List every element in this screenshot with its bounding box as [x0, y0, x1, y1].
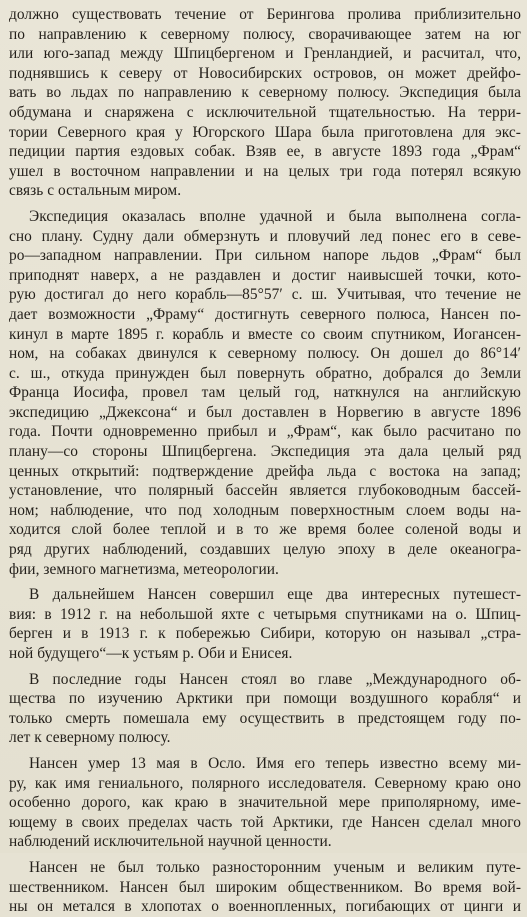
text-line: ро—западном направлении. При сильном напоре льдов „Фрам“ был — [9, 247, 521, 265]
text-line: рую достигал до него корабль—85°57′ с. ш. Учитывая, что течение не — [9, 286, 521, 304]
text-line: ны он метался в хлопотах о военнопленных, погибающих от цинги и — [9, 898, 521, 916]
text-line: тории Северного края у Югорского Шара была приготовлена для экс- — [9, 123, 521, 141]
text-line: только смерть помешала ему осуществить в предстоящем году по- — [9, 709, 521, 727]
paragraph-6 — [9, 858, 521, 917]
text-line: или юго-запад между Шпицбергеном и Гренландией, и расчитал, что, — [9, 45, 521, 63]
paragraph-5 — [9, 754, 521, 852]
text-line: установление, что полярный бассейн является глубоководным бассей- — [9, 482, 521, 500]
text-line: дает возможности „Фраму“ достигнуть северного полюса, Нансен по- — [9, 305, 521, 323]
text-line: щества по изучению Арктики при помощи воздушного корабля“ и — [9, 690, 521, 708]
text-line: Нансен не был только разносторонним ученым и великим путе- — [29, 858, 521, 876]
paragraph-3 — [9, 585, 521, 663]
text-line: Экспедиция оказалась вполне удачной и была выполнена согла- — [29, 207, 521, 225]
text-line: педиции партия ездовых собак. Взяв ее, в августе 1893 года „Фрам“ — [9, 143, 521, 161]
text-line: связь с остальным миром. — [9, 182, 182, 200]
text-line: ряд других наблюдений, создавших целую эпоху в деле океаногра- — [9, 541, 521, 559]
text-line: особенно дорого, как краю в значительной мере приполярному, име- — [9, 794, 521, 812]
text-line: ющему в своих пределах часть той Арктики, где Нансен сделал много — [9, 813, 521, 831]
text-line: приподнят наверх, а не раздавлен и достиг наивысшей точки, кото- — [9, 266, 521, 284]
text-line: по направлению к северному полюсу, сворачивающее затем на юг — [9, 25, 521, 43]
text-line: экспедицию „Джексона“ и был доставлен в Норвегию в августе 1896 — [9, 403, 521, 421]
text-line: года. Почти одновременно прибыл и „Фрам“, как было расчитано по — [9, 423, 521, 441]
text-line: Нансен умер 13 мая в Осло. Имя его теперь известно всему ми- — [29, 754, 521, 772]
text-line: лет к северному полюсу. — [9, 729, 171, 747]
text-line: с. ш., откуда принужден был повернуть обратно, добрался до Земли — [9, 364, 521, 382]
text-line: плану—со стороны Шпицбергена. Экспедиция эта дала целый ряд — [9, 443, 521, 461]
text-line: кинул в марте 1895 г. корабль и вместе со своим спутником, Иогансен- — [9, 325, 521, 343]
text-line: фии, земного магнетизма, метеорологии. — [9, 560, 279, 578]
text-line: вия: в 1912 г. на небольшой яхте с четырьмя спутниками на о. Шпиц- — [9, 605, 521, 623]
text-line: Франца Иосифа, провел там целый год, наткнулся на английскую — [9, 384, 521, 402]
text-line: ном, на собаках двинулся к северному полюсу. Он дошел до 86°14′ — [9, 345, 521, 363]
text-line: ной будущего“—к устьям р. Оби и Енисея. — [9, 645, 293, 662]
text-line: ходится слой более теплой и в то же время более соленой воды и — [9, 521, 521, 539]
text-line: наблюдений исключительной научной ценности. — [9, 833, 332, 851]
text-line: вать во льдах по направлению к северному полюсу. Экспедиция была — [9, 84, 521, 102]
paragraph-4 — [9, 670, 521, 748]
text-line: В последние годы Нансен стоял во главе „Международного об- — [29, 670, 521, 688]
text-line: ценных открытий: подтверждение дрейфа льда с востока на запад; — [9, 462, 521, 480]
text-line: шественником. Нансен был широким общественником. Во время вой- — [9, 878, 521, 896]
text-line: должно существовать течение от Берингова пролива приблизительно — [9, 6, 521, 23]
text-line: ушел в восточном направлении и на целых три года потерял всякую — [9, 162, 521, 180]
text-line: обдумана и снаряжена с исключительной тщательностью. На терри- — [9, 103, 521, 121]
text-line: поднявшись к северу от Новосибирских островов, он может дрейфо- — [9, 64, 521, 82]
text-line: ном; наблюдение, что под холодным поверхностным слоем воды на- — [9, 501, 521, 519]
paragraph-2 — [9, 207, 521, 579]
text-line: сно плану. Судну дали обмерзнуть и пловучий лед понес его в севе- — [9, 227, 521, 245]
text-line: ру, как имя гениального, полярного исследователя. Северному краю оно — [9, 774, 521, 792]
text-line: берген и в 1913 г. к побережью Сибири, которую он называл „стра- — [9, 625, 521, 643]
text-line: В дальнейшем Нансен совершил еще два интересных путешест- — [29, 586, 521, 604]
paragraph-1 — [9, 5, 521, 201]
